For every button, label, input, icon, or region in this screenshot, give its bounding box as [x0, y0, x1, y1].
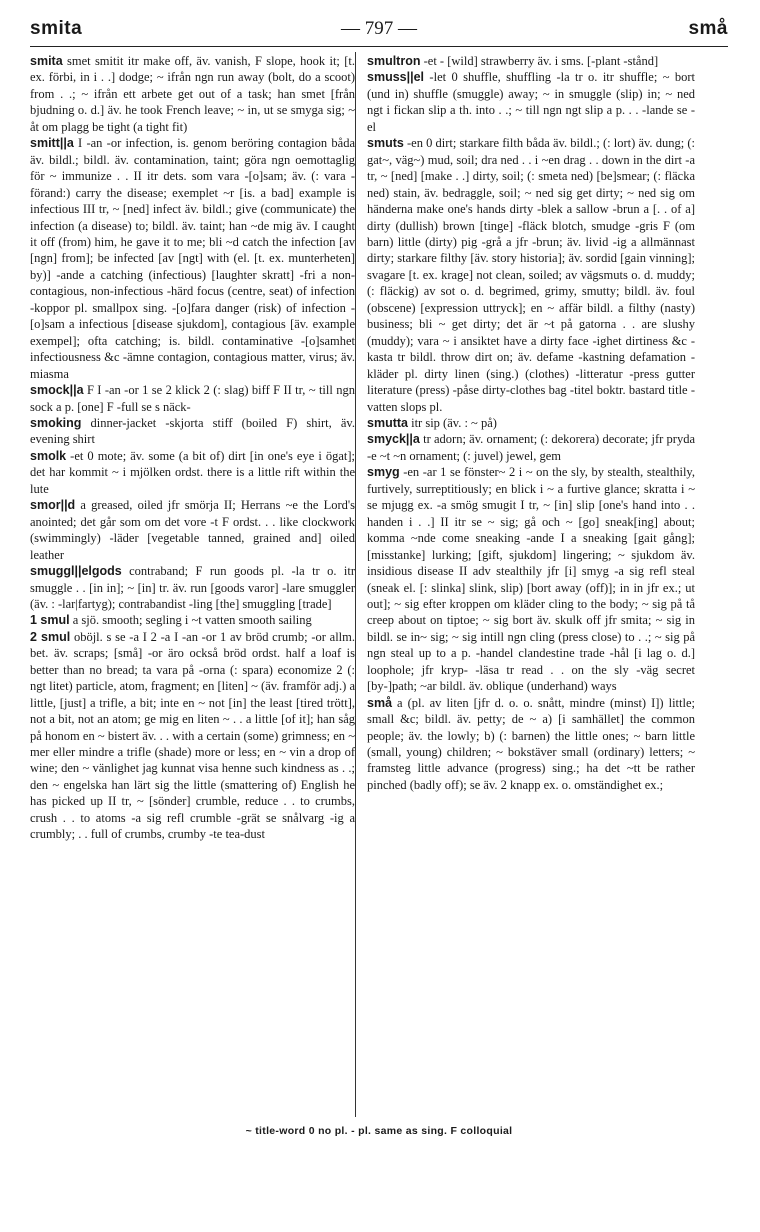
- dictionary-entry: smultron -et - [wild] strawberry äv. i sms. [-plant -stånd]: [367, 54, 659, 68]
- dictionary-entry: 1 smul a sjö. smooth; segling i ~t vatten smooth sailing: [30, 613, 312, 628]
- dictionary-entry: smutta itr sip (äv. : ~ på): [367, 415, 497, 430]
- page-header: [30, 18, 728, 48]
- page-number: — 797 —: [341, 18, 417, 39]
- dictionary-entry: smuggl||elgods contraband; F run goods pl. -la tr o. itr smuggle . . [in in]; ~ [in] tr. äv. run [goods varor] -lare smuggler (äv. : -lar|fartyg); contrabandist -ling [the] smuggling [trade]: [30, 564, 355, 611]
- dictionary-entry: smor||d a greased, oiled jfr smörja II; Herrans ~e the Lord's anointed; det går som om det vore -t F ordst. . . like clockwork (swimmingly) -läder [vegetable tanned, grained and] oiled leather: [30, 498, 355, 562]
- dictionary-entry: smyg -en -ar 1 se fönster~ 2 i ~ on the sly, by stealth, stealthily, furtively, surreptitiously; en blick i ~ a furtive glance; skratta i ~ se mjugg ex. -a smög smugit I tr, ~ [in] slip [one's hand into . . handen i . .] II itr se ~ sig; gå och ~ [go] sneak[ing] about; komma ~nde come sneaking -ande I a sneaking [gait gång]; [misstanke] lurking; [gift, sjukdom] lingering; ~ sjukdom äv. insidious disease II adv stealthily jfr [i] smyg -a sig refl steal (sneak el. [: slinka] slink, slip) [bort away (off)]; in in jfr ex.; ut out]; ~ sig efter kroppen om kläder cling to the body; ~ sig på tå creep about on tiptoe; ~ sig bort äv. skulk off jfr smita; ~ sig in bildl. se in~ sig; ~ sig intill ngn cling (press close) to . .; ~ sig på ngn steal up to a p. -handel clandestine trade -hål [i lag o. d.] loophole; jfr kryp- -läsa tr read . . on the sly -väg secret [by-]path; ~ar bildl. äv. oblique (underhand) ways: [367, 465, 695, 694]
- dictionary-entry: smyck||a tr adorn; äv. ornament; (: dekorera) decorate; jfr pryda -e ~t ~n ornament; (: juvel) jewel, gem: [367, 432, 695, 463]
- dictionary-entry: små a (pl. av liten [jfr d. o. o. snått, mindre (minst) I]) little; small &c; bildl. äv. petty; de ~ a) [i samhället] the common people; äv. the lowly; b) (: barnen) the little ones; ~ barn little (small, young) children; ~ bokstäver small (ordinary) letters; ~ framsteg little advance (progress) sing.; ha det ~tt be rather pinched (badly off); se äv. 2 knapp ex. o. omständighet ex.;: [367, 695, 695, 792]
- dictionary-entry: smuts -en 0 dirt; starkare filth båda äv. bildl.; (: lort) äv. dung; (: gat~, väg~) mud, soil; dra ned . . i ~en drag . . down in the dirt -a tr, ~ [ned] [make . .] dirty, soil; (: smeta ned) [be]smear; (: fläcka ned) stain, äv. bedraggle, soil; ~ ned sig get dirty; ~ ned sig om händerna make one's hands dirty -blek a sallow -brun a [. . of a] dirty (dullish) brown [tinge] -fläck blotch, smudge -gris F (om barn) little (dirty) pig -grå a jfr -brun; äv. livid -ig a allmännast dirty; starkare filthy [äv. story historia]; äv. sordid [gain vinning]; svagare [t. ex. krage] not clean, soiled; av vägsmuts o. d. muddy; (: fläckig) av sot o. d. begrimed, grimy, smutty; bildl. äv. foul (obscene) [expression uttryck]; en ~ affär bildl. a filthy (nasty) business; bli ~ get dirty; det är ~t på gatorna . . are slushy (muddy); vara ~ i ansiktet have a dirty face -ighet dirtiness &c -kasta tr bildl. throw dirt on; äv. defame -kastning defamation -kläder pl. dirty linen (sing.) (clothes) -litteratur -press gutter literature (press) -påse dirty-clothes bag -titel boktr. bastard title -vatten slops pl.: [367, 136, 695, 414]
- dictionary-entry: smitt||a I -an -or infection, is. genom beröring contagion båda äv. bildl.; bildl. äv. contamination, taint; göra ngn oemottaglig för ~ immunize . . II itr dets. som vara -[o]sam; äv. (: vara -förand:) carry the disease; exemplet ~r [is. a bad] example is infectious III tr, ~ [ned] infect äv. bildl.; give (communicate) the infection (a disease) to; bildl. äv. taint; han ~de mig äv. I caught it off (from) him, he gave it to me; bli ~d catch the infection [av [ngn] from]; be infected [av [ngt] with (el. [t. ex. munterheten] by)] -ande a catching (infectious) [laughter skratt] -fri a non-contagious, non-infectious -härd focus (centre, seat) of infection -koppor pl. smallpox sing. -[o]fara danger (risk) of infection -[o]sam a infectious [disease sjukdom], contagious [äv. example exempel]; ofta catching; is. bildl. contaminative -[o]samhet infectiousness &c -ämne contagion, contagious matter, virus; äv. miasma: [30, 136, 355, 381]
- header-rule: [30, 46, 728, 47]
- dictionary-entry: 2 smul oböjl. s se -a I 2 -a I -an -or 1 av bröd crumb; -or allm. bet. äv. scraps; [små] -or äro också bröd ordst. half a loaf is better than no bread; ta vara på -orna (: spara) economize 2 (: ngt litet) particle, atom, fragment; en [liten] ~ (äv. framför adj.) a little, [just] a trifle, a bit; inte en ~ not [in] the least [tired trött], not a bit, not an atom; ge mig en liten ~ . . a little [of it]; han såg på honom en ~ bistert äv. . . with a certain (some) grimness; en ~ mer eller mindre a trifle (shade) more or less; en ~ vin a drop of wine; den ~ vänlighet jag kunnat visa henne such kindness as . .; den ~ engelska han lärt sig the little (smattering of) English he has picked up II tr, ~ [sönder] crumble, reduce . . to crumbs, crush . . to atoms -a sig refl crumble -grät se snålvarg -ig a crumbly; . . full of crumbs, crumby -te tea-dust: [30, 629, 355, 842]
- dictionary-entry: smita smet smitit itr make off, äv. vanish, F slope, hook it; [t. ex. förbi, in i . .] dodge; ~ ifrån ngn run away (bolt, do a scoot) from . .; ~ ifrån ett arbete get out of a task; han smet [från bjudning o. d.] äv. he took French leave; ~ in, ut se smyga sig; ~ åt om plagg be tight (a tight fit): [30, 54, 355, 134]
- left-guide-word: smita: [30, 18, 83, 39]
- dictionary-entry: smolk -et 0 mote; äv. some (a bit of) dirt [in one's eye i ögat]; det har kommit ~ i mjölken ordst. there is a little rift within the lute: [30, 448, 355, 496]
- column-divider: [355, 52, 356, 1117]
- right-guide-word: små: [688, 18, 728, 39]
- legend-footer: ~ title-word 0 no pl. - pl. same as sing. F colloquial: [245, 1125, 513, 1137]
- left-column: [30, 53, 355, 1123]
- dictionary-entry: smock||a F I -an -or 1 se 2 klick 2 (: slag) biff F II tr, ~ till ngn sock a p. [one] F -full se s näck-: [30, 383, 355, 414]
- dictionary-entry: smoking dinner-jacket -skjorta stiff (boiled F) shirt, äv. evening shirt: [30, 415, 355, 447]
- dictionary-entry: smuss||el -let 0 shuffle, shuffling -la tr o. itr shuffle; ~ bort (und in) shuffle (smuggle) away; ~ in smuggle (slip) in; ~ ned ngt i fickan slip a th. into . .; ~ till ngn ngt slip a p. . . -lande se -el: [367, 70, 695, 134]
- right-column: [367, 53, 695, 1123]
